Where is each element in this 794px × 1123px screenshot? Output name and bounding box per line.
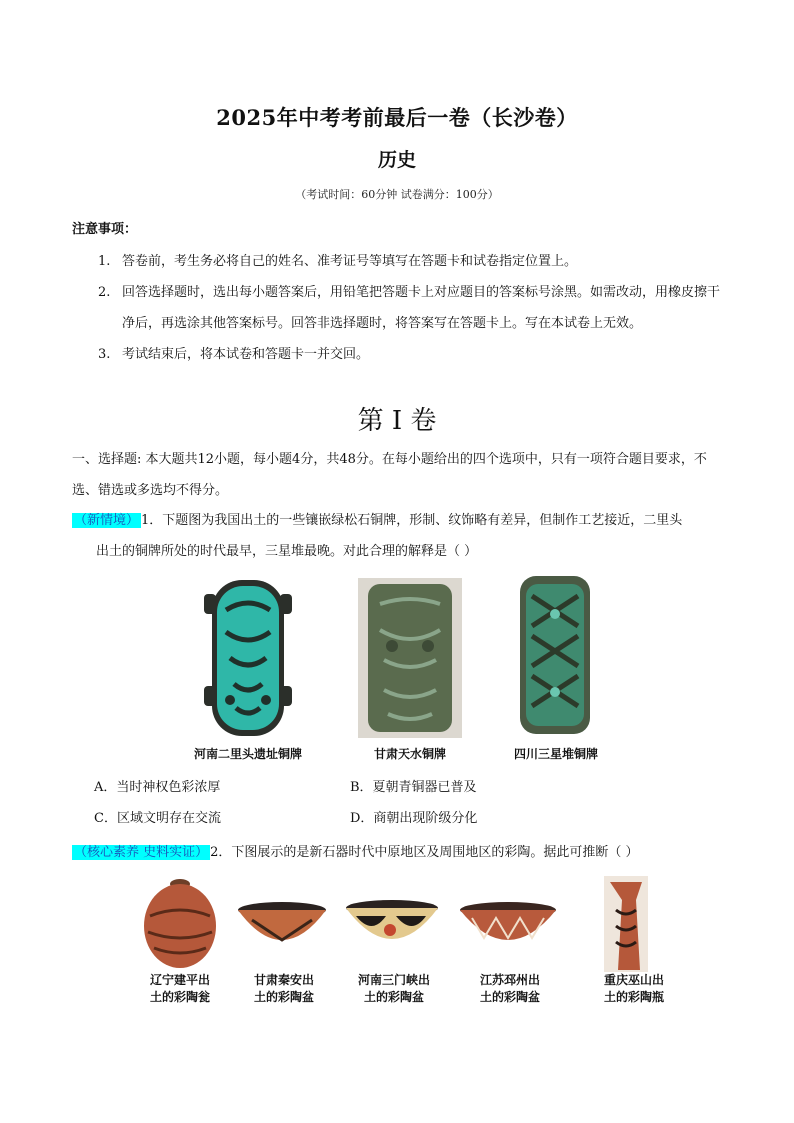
figure-caption: 甘肃天水铜牌 bbox=[373, 747, 447, 761]
figure-caption: 土的彩陶盆 bbox=[479, 990, 541, 1004]
option-row bbox=[94, 803, 714, 834]
notice-heading: 注意事项： bbox=[72, 222, 138, 237]
option-row bbox=[94, 772, 714, 803]
page-title: 2025年中考考前最后一卷（长沙卷） bbox=[216, 105, 578, 130]
henan-basin-image bbox=[346, 900, 438, 939]
notice-item bbox=[98, 277, 722, 339]
option-c[interactable]: C．区域文明存在交流 bbox=[94, 811, 221, 826]
figure-caption: 土的彩陶盆 bbox=[363, 990, 425, 1004]
part-description: 一、选择题: 本大题共12小题，每小题4分，共48分。在每小题给出的四个选项中，只有一项符合题目要求，不选、错选或多选均不得分。 bbox=[72, 452, 707, 498]
subject-title: 历史 bbox=[377, 149, 416, 171]
notice-number: 2. bbox=[98, 285, 111, 300]
figure-caption: 江苏邳州出 bbox=[479, 973, 541, 987]
liaoning-jar-image bbox=[144, 879, 216, 968]
figure-caption: 甘肃秦安出 bbox=[253, 973, 315, 987]
option-b[interactable]: B．夏朝青铜器已普及 bbox=[350, 780, 477, 795]
exam-info: （考试时间：60分钟 试卷满分：100分） bbox=[295, 188, 499, 201]
section-title: 第 I 卷 bbox=[357, 406, 437, 436]
figure-caption: 土的彩陶盆 bbox=[253, 990, 315, 1004]
notice-list bbox=[98, 246, 722, 370]
notice-text: 答卷前，考生务必将自己的姓名、准考证号等填写在答题卡和试卷指定位置上。 bbox=[122, 254, 578, 269]
erlitou-plaque-image bbox=[204, 580, 292, 736]
figure-caption: 土的彩陶瓮 bbox=[149, 990, 211, 1004]
question-1-options bbox=[94, 772, 714, 834]
bronze-plaques-figure bbox=[160, 574, 640, 770]
notice-number: 1. bbox=[98, 254, 111, 269]
chongqing-vase-image bbox=[604, 876, 648, 972]
gansu-basin-image bbox=[238, 902, 326, 940]
painted-pottery-figure bbox=[134, 876, 694, 1016]
option-d[interactable]: D．商朝出现阶级分化 bbox=[350, 811, 478, 826]
figure-caption: 河南二里头遗址铜牌 bbox=[193, 747, 303, 761]
question-stem: 2．下图展示的是新石器时代中原地区及周围地区的彩陶。据此可推断（ ） bbox=[210, 845, 639, 860]
figure-caption: 土的彩陶瓶 bbox=[603, 990, 665, 1004]
figure-caption: 重庆巫山出 bbox=[603, 973, 665, 987]
question-2 bbox=[72, 837, 724, 868]
option-a[interactable]: A．当时神权色彩浓厚 bbox=[94, 780, 221, 795]
question-tag: （新情境） bbox=[74, 513, 140, 528]
notice-text: 回答选择题时，选出每小题答案后，用铅笔把答题卡上对应题目的答案标号涂黑。如需改动，用橡皮擦干净后，再选涂其他答案标号。回答非选择题时，将答案写在答题卡上。写在本试卷上无效。 bbox=[122, 285, 721, 331]
notice-item bbox=[98, 246, 722, 277]
jiangsu-basin-image bbox=[460, 902, 556, 940]
sanxingdui-plaque-image bbox=[520, 576, 590, 734]
figure-caption: 四川三星堆铜牌 bbox=[513, 747, 599, 761]
tianshui-plaque-image bbox=[358, 578, 462, 738]
figure-caption: 辽宁建平出 bbox=[149, 973, 211, 987]
notice-number: 3. bbox=[98, 347, 111, 362]
notice-text: 考试结束后，将本试卷和答题卡一并交回。 bbox=[122, 347, 370, 362]
question-stem-line2: 出土的铜牌所处的时代最早，三星堆最晚。对此合理的解释是（ ） bbox=[96, 544, 478, 559]
figure-caption: 河南三门峡出 bbox=[357, 973, 431, 987]
question-stem-line1: 1．下题图为我国出土的一些镶嵌绿松石铜牌，形制、纹饰略有差异，但制作工艺接近，二里头 bbox=[141, 513, 683, 528]
question-tag: （核心素养 史料实证） bbox=[74, 845, 209, 860]
question-1 bbox=[72, 505, 724, 567]
notice-item bbox=[98, 339, 722, 370]
